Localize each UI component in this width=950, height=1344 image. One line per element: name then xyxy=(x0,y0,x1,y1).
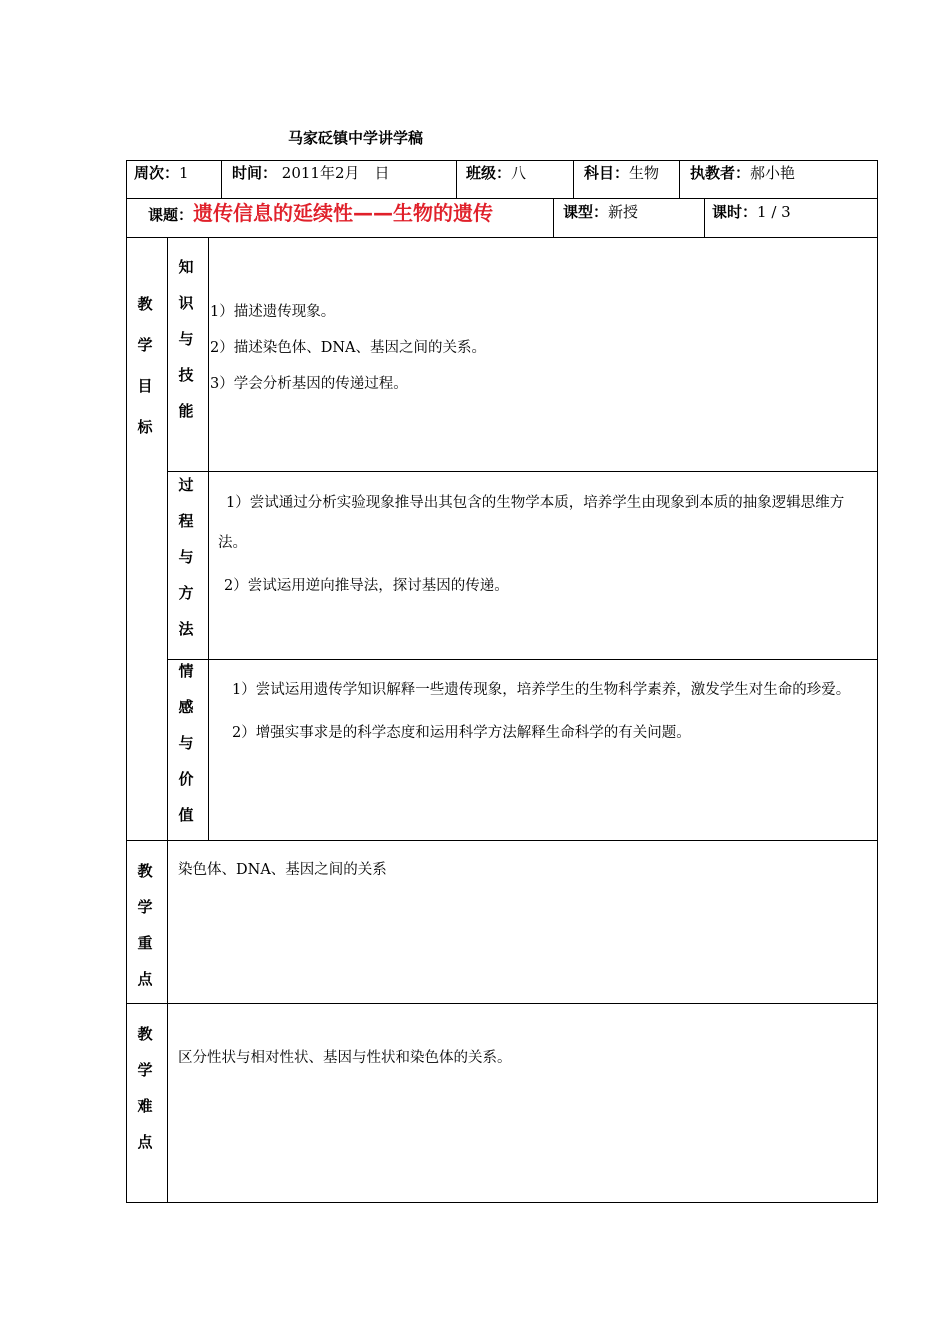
row-divider xyxy=(168,471,878,472)
difficulties-label: 教 学 难 点 xyxy=(137,1025,153,1151)
teacher-field: 执教者：郝小艳 xyxy=(690,164,796,182)
subject-field: 科目：生物 xyxy=(584,164,660,182)
process-list: 1）尝试通过分析实验现象推导出其包含的生物学本质，培养学生由现象到本质的抽象逻辑思维方法。 2）尝试运用逆向推导法，探讨基因的传递。 xyxy=(218,495,845,594)
row-divider xyxy=(126,198,878,199)
row-divider xyxy=(126,840,878,841)
col-divider xyxy=(456,160,457,198)
knowledge-list: 1）描述遗传现象。 2）描述染色体、DNA、基因之间的关系。 3）学会分析基因的传递过程。 xyxy=(210,304,487,392)
key-points-label: 教 学 重 点 xyxy=(137,862,153,988)
col-divider xyxy=(553,198,554,237)
key-points-text: 染色体、DNA、基因之间的关系 xyxy=(178,862,387,878)
row-divider xyxy=(126,1003,878,1004)
time-field: 时间： 2011年2月 日 xyxy=(232,164,390,182)
col-divider xyxy=(208,237,209,840)
week-field: 周次：1 xyxy=(134,164,189,182)
col-divider xyxy=(221,160,222,198)
class-field: 班级：八 xyxy=(466,164,527,182)
col-divider xyxy=(704,198,705,237)
document-title: 马家砭镇中学讲学稿 xyxy=(288,129,424,147)
process-label: 过 程 与 方 法 xyxy=(178,476,194,638)
lesson-type-field: 课型：新授 xyxy=(563,203,639,221)
emotion-list: 1）尝试运用遗传学知识解释一些遗传现象，培养学生的生物科学素养，激发学生对生命的珍爱。 2）增强实事求是的科学态度和运用科学方法解释生命科学的有关问题。 xyxy=(232,682,851,741)
col-divider xyxy=(679,160,680,198)
objectives-label: 教 学 目 标 xyxy=(137,295,153,436)
knowledge-label: 知 识 与 技 能 xyxy=(178,258,194,420)
topic-field: 课题：遗传信息的延续性——生物的遗传 xyxy=(148,201,494,225)
lesson-hours-field: 课时：1 / 3 xyxy=(712,203,791,221)
col-divider xyxy=(167,237,168,1203)
row-divider xyxy=(168,659,878,660)
col-divider xyxy=(573,160,574,198)
topic-title: 遗传信息的延续性——生物的遗传 xyxy=(193,201,494,225)
row-divider xyxy=(126,237,878,238)
emotion-label: 情 感 与 价 值 xyxy=(178,662,194,824)
difficulties-text: 区分性状与相对性状、基因与性状和染色体的关系。 xyxy=(178,1050,512,1066)
